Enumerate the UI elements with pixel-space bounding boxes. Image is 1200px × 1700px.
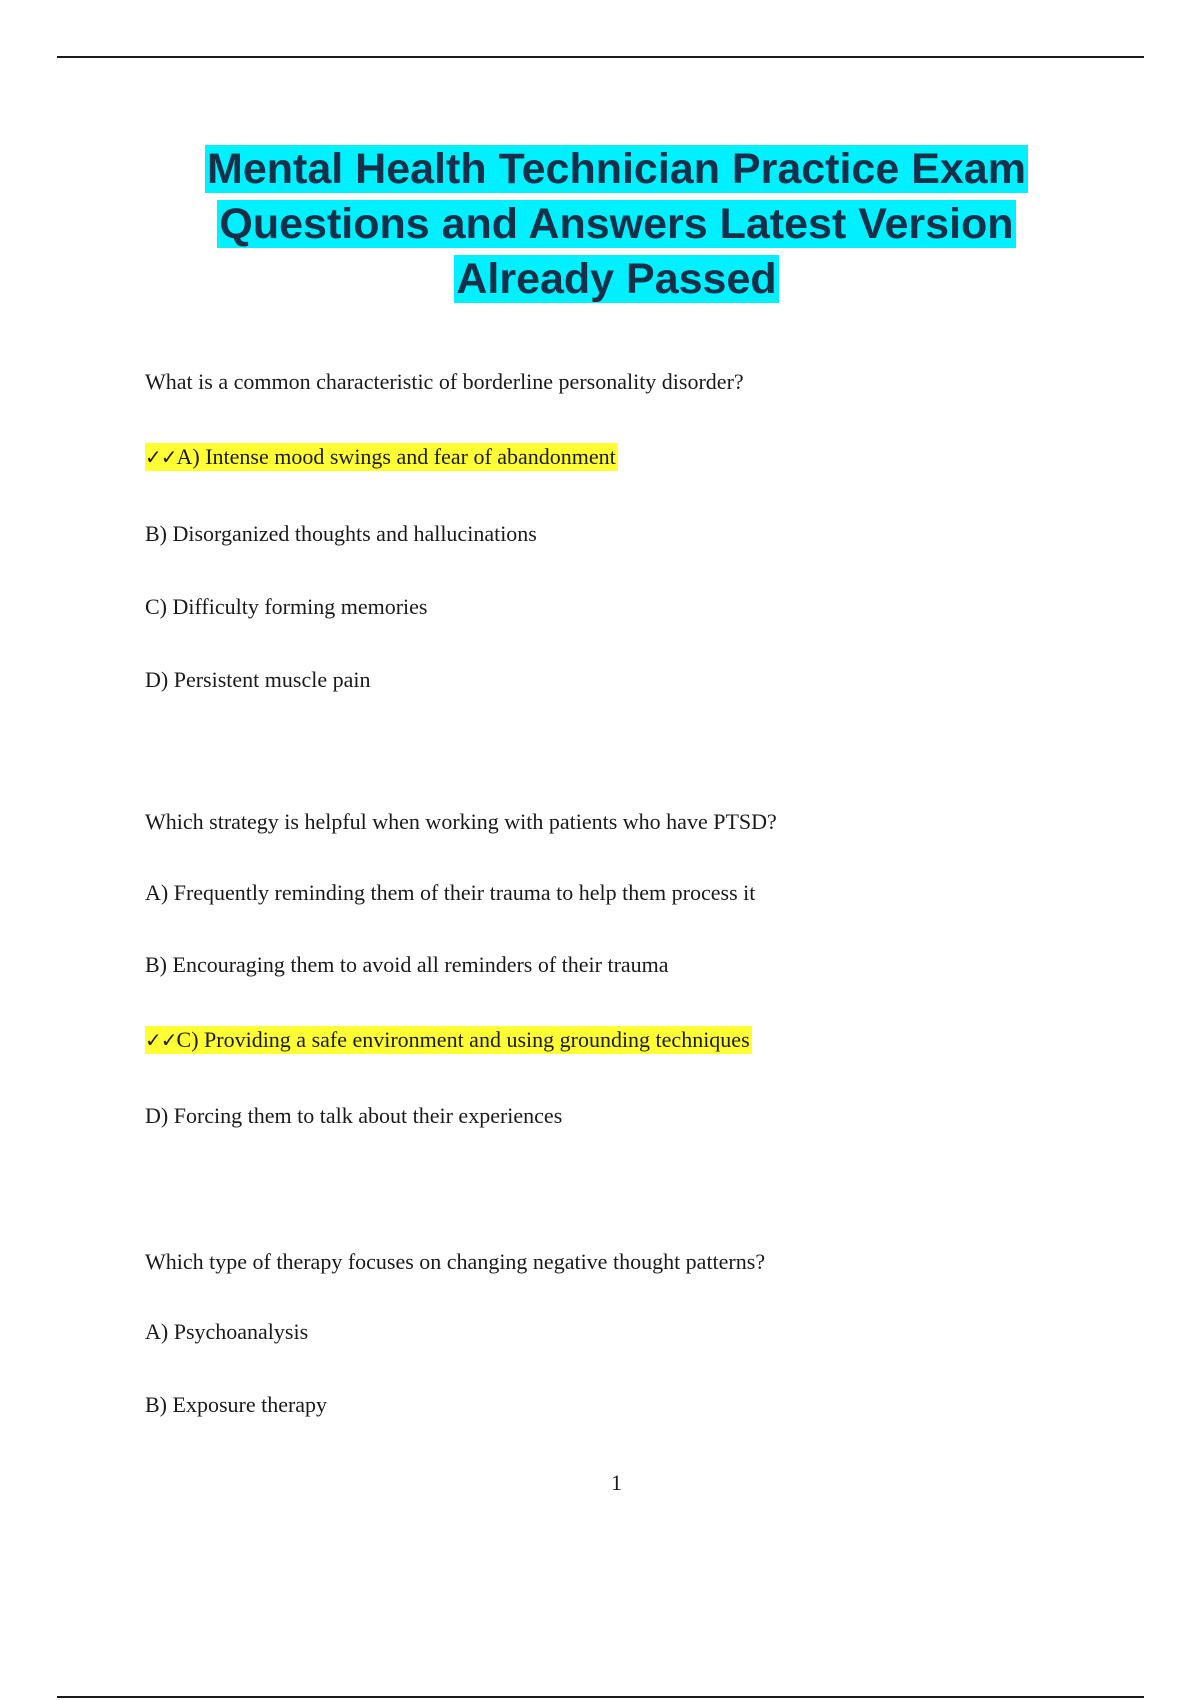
document-title [100, 142, 1133, 307]
question-3: Which type of therapy focuses on changing negative thought patterns? [145, 1249, 766, 1274]
question-1-option-a-correct [145, 443, 618, 471]
question-2-option-b: B) Encouraging them to avoid all reminders of their trauma [145, 952, 669, 977]
title-line-3: Already Passed [456, 255, 777, 303]
question-1-option-b: B) Disorganized thoughts and hallucinations [145, 521, 537, 546]
question-2-option-d: D) Forcing them to talk about their experiences [145, 1103, 563, 1128]
option-text: A) Intense mood swings and fear of abandonment [176, 444, 616, 469]
page-number: 1 [611, 1470, 622, 1495]
title-line-2: Questions and Answers Latest Version [219, 200, 1014, 248]
title-line-1: Mental Health Technician Practice Exam [207, 145, 1026, 193]
question-2-option-c-correct [145, 1026, 752, 1054]
footer-rule [57, 1696, 1144, 1698]
question-3-option-b: B) Exposure therapy [145, 1392, 328, 1417]
question-3-option-a: A) Psychoanalysis [145, 1319, 309, 1344]
question-2-option-a: A) Frequently reminding them of their trauma to help them process it [145, 880, 756, 905]
question-1: What is a common characteristic of borderline personality disorder? [145, 369, 744, 394]
header-rule [57, 56, 1144, 58]
question-2: Which strategy is helpful when working with patients who have PTSD? [145, 809, 777, 834]
double-check-icon: ✓✓ [145, 445, 177, 469]
double-check-icon: ✓✓ [145, 1028, 177, 1052]
question-1-option-c: C) Difficulty forming memories [145, 594, 428, 619]
question-1-option-d: D) Persistent muscle pain [145, 667, 371, 692]
option-text: C) Providing a safe environment and using grounding techniques [176, 1027, 750, 1052]
